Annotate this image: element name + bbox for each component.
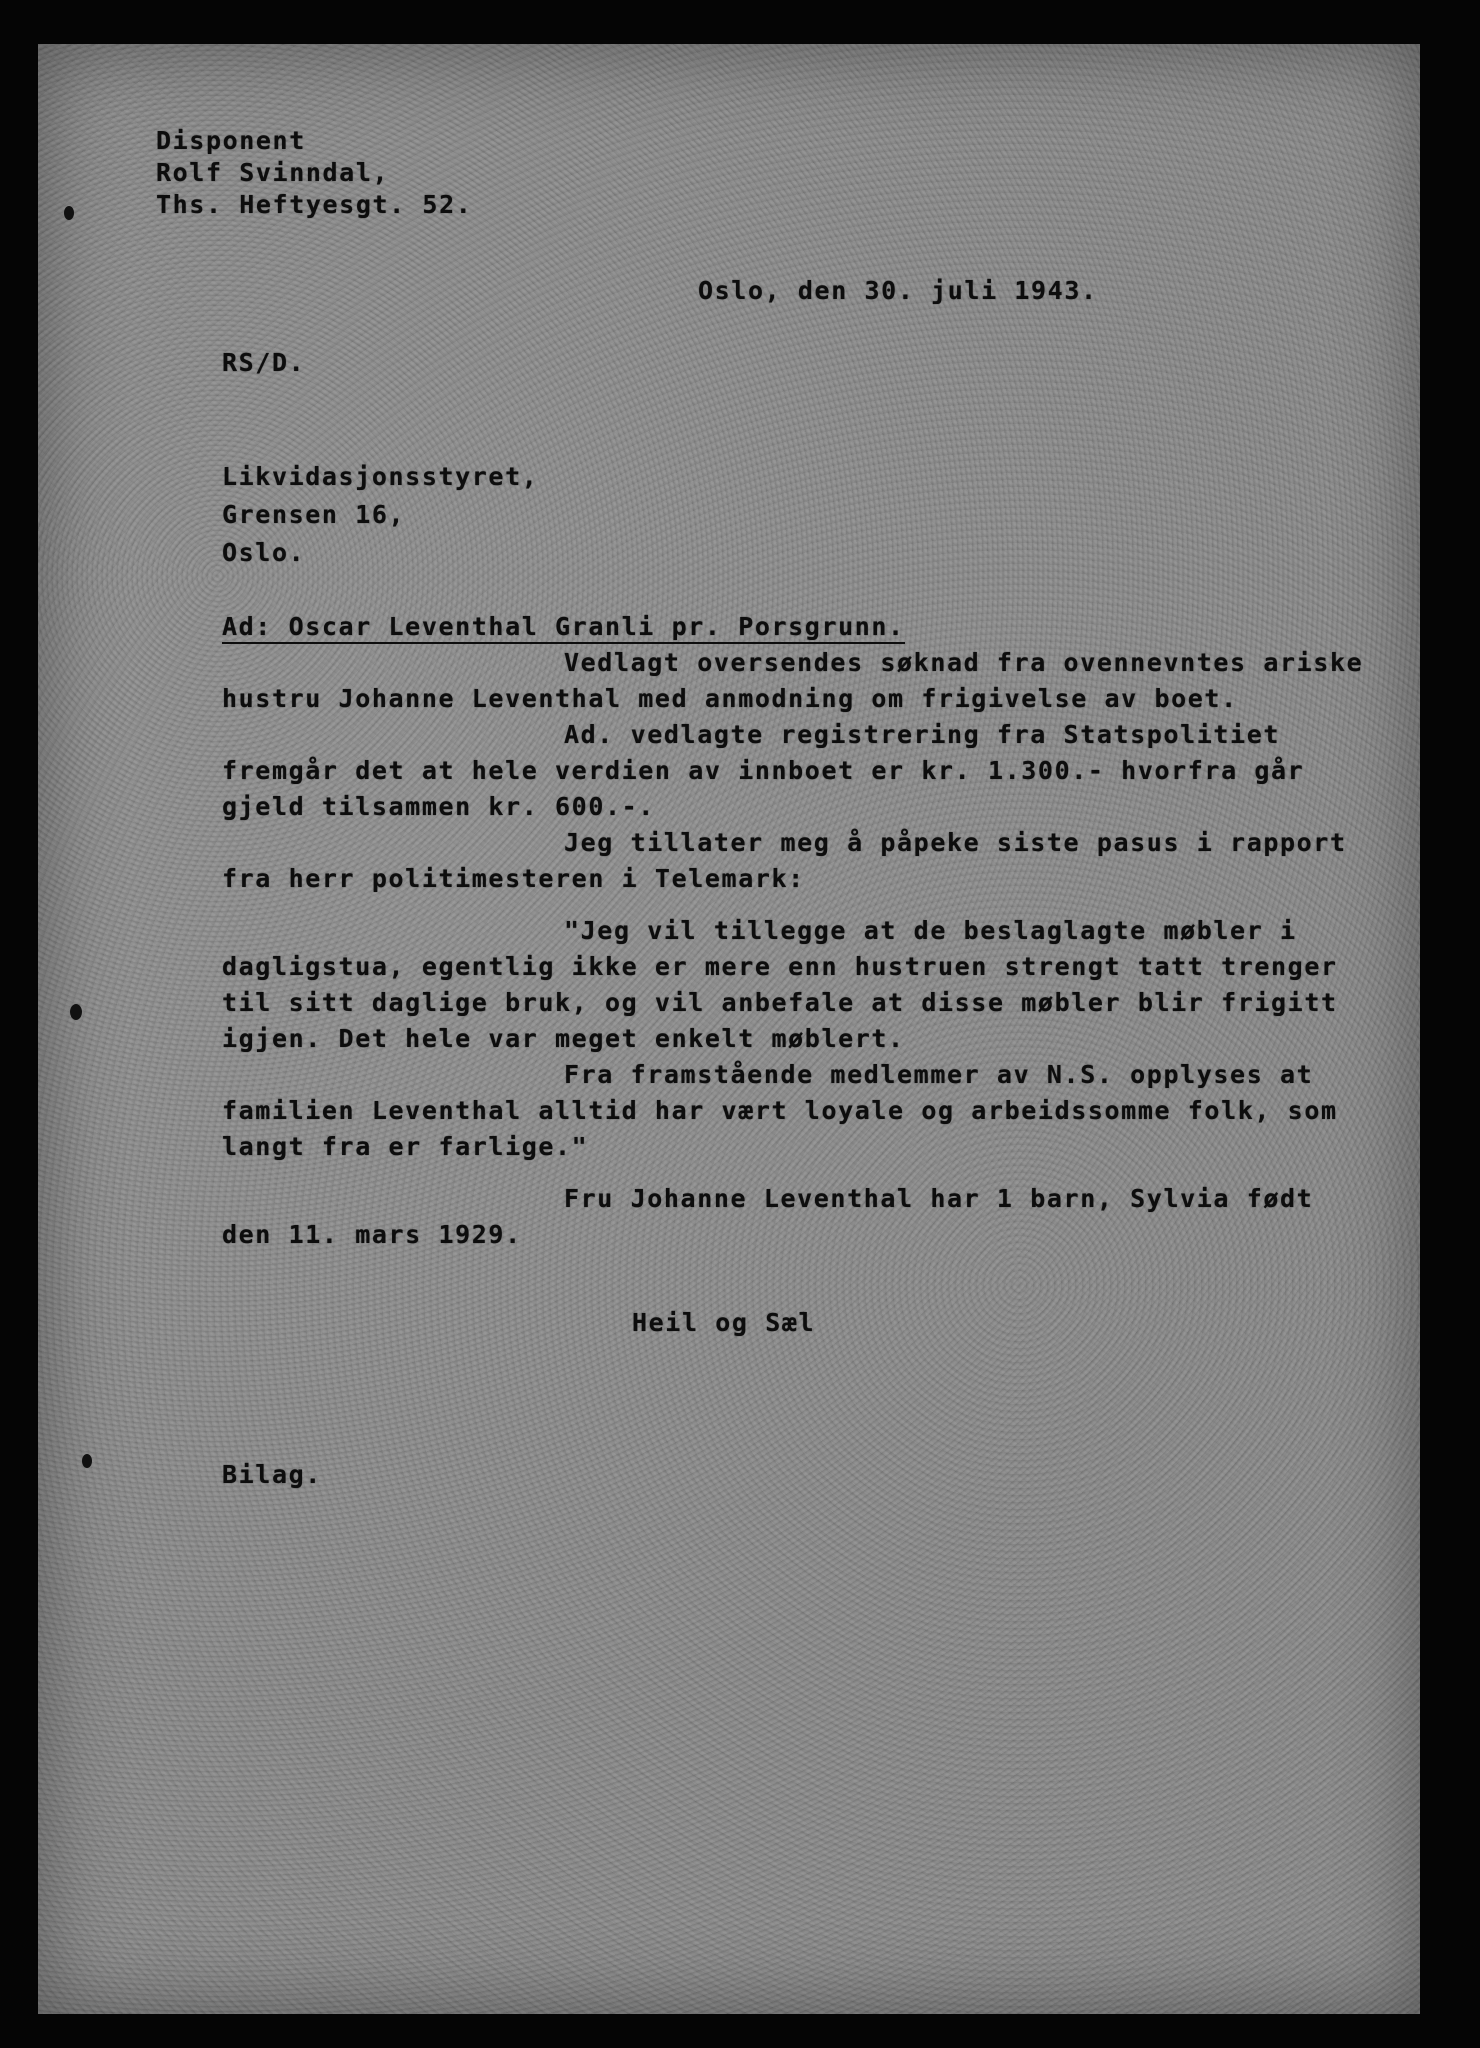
subject-text: Ad: Oscar Leventhal Granli pr. Porsgrunn. [222, 612, 905, 644]
sender-name: Rolf Svinndal, [156, 158, 390, 187]
date-line: Oslo, den 30. juli 1943. [698, 276, 1098, 305]
quote-line: langt fra er farlige." [222, 1132, 589, 1161]
subject-line [222, 612, 905, 642]
body-line: Vedlagt oversendes søknad fra ovennevntes ariske [564, 648, 1364, 677]
recipient-city: Oslo. [222, 538, 306, 567]
quote-line: familien Leventhal alltid har vært loyale og arbeidssomme folk, som [222, 1096, 1338, 1125]
quote-line: Fra framstående medlemmer av N.S. opplyses at [564, 1060, 1314, 1089]
punch-hole-mark [70, 1004, 82, 1020]
quote-line: til sitt daglige bruk, og vil anbefale at disse møbler blir frigitt [222, 988, 1338, 1017]
punch-hole-mark [64, 206, 74, 220]
body-line: den 11. mars 1929. [222, 1220, 522, 1249]
body-line: hustru Johanne Leventhal med anmodning om frigivelse av boet. [222, 684, 1238, 713]
recipient-street: Grensen 16, [222, 500, 406, 529]
document-page [38, 44, 1420, 2014]
closing: Heil og Sæl [632, 1308, 816, 1337]
quote-line: igjen. Det hele var meget enkelt møblert. [222, 1024, 905, 1053]
body-line: Ad. vedlagte registrering fra Statspolitiet [564, 720, 1281, 749]
reference: RS/D. [222, 348, 306, 377]
sender-address: Ths. Heftyesgt. 52. [156, 190, 473, 219]
body-line: Fru Johanne Leventhal har 1 barn, Sylvia født [564, 1184, 1314, 1213]
punch-hole-mark [82, 1454, 92, 1468]
quote-line: dagligstua, egentlig ikke er mere enn hustruen strengt tatt trenger [222, 952, 1338, 981]
recipient-name: Likvidasjonsstyret, [222, 462, 539, 491]
body-line: Jeg tillater meg å påpeke siste pasus i rapport [564, 828, 1347, 857]
enclosure-note: Bilag. [222, 1460, 322, 1489]
quote-line: "Jeg vil tillegge at de beslaglagte møbler i [564, 916, 1297, 945]
sender-title: Disponent [156, 126, 306, 155]
body-line: fra herr politimesteren i Telemark: [222, 864, 805, 893]
body-line: gjeld tilsammen kr. 600.-. [222, 792, 655, 821]
body-line: fremgår det at hele verdien av innboet er kr. 1.300.- hvorfra går [222, 756, 1305, 785]
